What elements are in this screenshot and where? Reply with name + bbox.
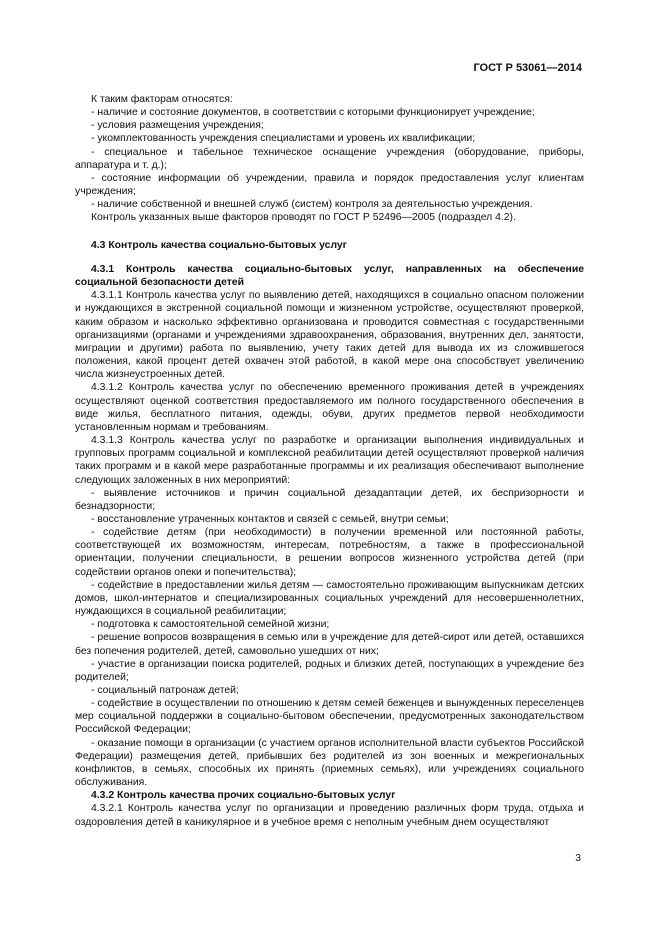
list-item: - укомплектованность учреждения специалистами и уровень их квалификации; xyxy=(91,133,476,145)
list-item: - решение вопросов возвращения в семью или в учреждение для детей-сирот или детей, оставшихся без попечения родителей, детей, самовольно ушедших от них; xyxy=(75,632,584,657)
page-number: 3 xyxy=(575,853,581,864)
list-item: - подготовка к самостоятельной семейной жизни; xyxy=(91,619,330,631)
list-item: - оказание помощи в организации (с участием органов исполнительной власти субъектов Российской Федерации) размещения детей, прибывших без родителей из зон военных и межрегиональных конфликтов, в семьях, способных их принять (приемных семьях), или учреждениях социального обслуживания. xyxy=(75,737,584,789)
list-item: - содействие детям (при необходимости) в получении временной или постоянной работы, соответствующей их возможностям, интересам, потребностям, а также в профессиональной ориентации, получении специальности, в решении вопросов жизненного устройства детей (при содействии органов опеки и попечительства); xyxy=(75,527,584,578)
subsection-heading: 4.3.2 Контроль качества прочих социально-бытовых услуг xyxy=(91,790,396,802)
list-item: - содействие в предоставлении жилья детям — самостоятельно проживающим выпускникам детских домов, школ-интернатов и специализированных социальных учреждений для несовершеннолетних, нуждающихся в социальной реабилитации; xyxy=(75,579,584,618)
list-item: - наличие собственной и внешней служб (систем) контроля за деятельностью учреждения. xyxy=(91,199,533,211)
paragraph: 4.3.1.1 Контроль качества услуг по выявлению детей, находящихся в социально опасном положении и нуждающихся в экстренной социальной помощи и жизненном устройстве, осуществляют проверкой, каким образом и насколько эффективно организована и проводится совместная с государственными организациями (органами и учреждениями здравоохранения, образования, внутренних дел, занятости, миграции и другими) работа по выявлению, учету таких детей для вывода их из сложившегося положения, какой процент детей охвачен этой работой, в какой мере она способствует увеличению числа жизнеустроенных детей. xyxy=(75,290,584,381)
list-item: - наличие и состояние документов, в соответствии с которыми функционирует учреждение; xyxy=(91,107,535,119)
subsection-heading: 4.3.1 Контроль качества социально-бытовых услуг, направленных на обеспечение социальной безопасности детей xyxy=(75,264,584,289)
list-item: - восстановление утраченных контактов и связей с семьей, внутри семьи; xyxy=(91,513,449,525)
factors-block xyxy=(75,93,584,225)
list-item: - содействие в осуществлении по отношению к детям семей беженцев и вынужденных переселенцев мер социальной поддержки в социально-бытовом обеспечении, предусмотренных законодательством Российской Федерации; xyxy=(75,698,584,736)
paragraph: 4.3.1.3 Контроль качества услуг по разработке и организации выполнения индивидуальных и групповых программ социальной и комплексной реабилитации детей осуществляют проверкой наличия таких программ и в какой мере разработанные программы и их реализация обеспечивают выполнение следующих заложенных в них мероприятий: xyxy=(75,435,584,486)
factors-closing: Контроль указанных выше факторов проводят по ГОСТ Р 52496—2005 (подраздел 4.2). xyxy=(91,212,516,224)
list-item: - участие в организации поиска родителей, родных и близких детей, поступающих в учреждение без родителей; xyxy=(75,658,584,683)
list-item: - состояние информации об учреждении, правила и порядок предоставления услуг клиентам учреждения; xyxy=(75,172,584,198)
section-4-3-1 xyxy=(75,263,584,829)
list-item: - выявление источников и причин социальной дезадаптации детей, их беспризорности и безнадзорности; xyxy=(75,487,584,512)
list-item: - специальное и табельное техническое оснащение учреждения (оборудование, приборы, аппаратура и т. д.); xyxy=(75,146,584,171)
paragraph: 4.3.1.2 Контроль качества услуг по обеспечению временного проживания детей в учреждениях осуществляют оценкой соответствия предоставляемого им полного государственного обеспечения в виде жилья, бесплатного питания, одежды, обуви, других предметов первой необходимости установленным нормам и требованиям. xyxy=(75,382,584,433)
list-item: - социальный патронаж детей; xyxy=(91,685,239,696)
document-header-id: ГОСТ Р 53061—2014 xyxy=(473,62,582,74)
list-item: - условия размещения учреждения; xyxy=(91,120,264,132)
factors-intro: К таким факторам относятся: xyxy=(91,94,233,105)
section-heading: 4.3 Контроль качества социально-бытовых услуг xyxy=(91,240,348,251)
paragraph: 4.3.2.1 Контроль качества услуг по организации и проведению различных форм труда, отдыха и оздоровления детей в каникулярное и в учебное время с неполным учебным днем осуществляют xyxy=(75,803,584,828)
section-4-3 xyxy=(75,239,584,252)
